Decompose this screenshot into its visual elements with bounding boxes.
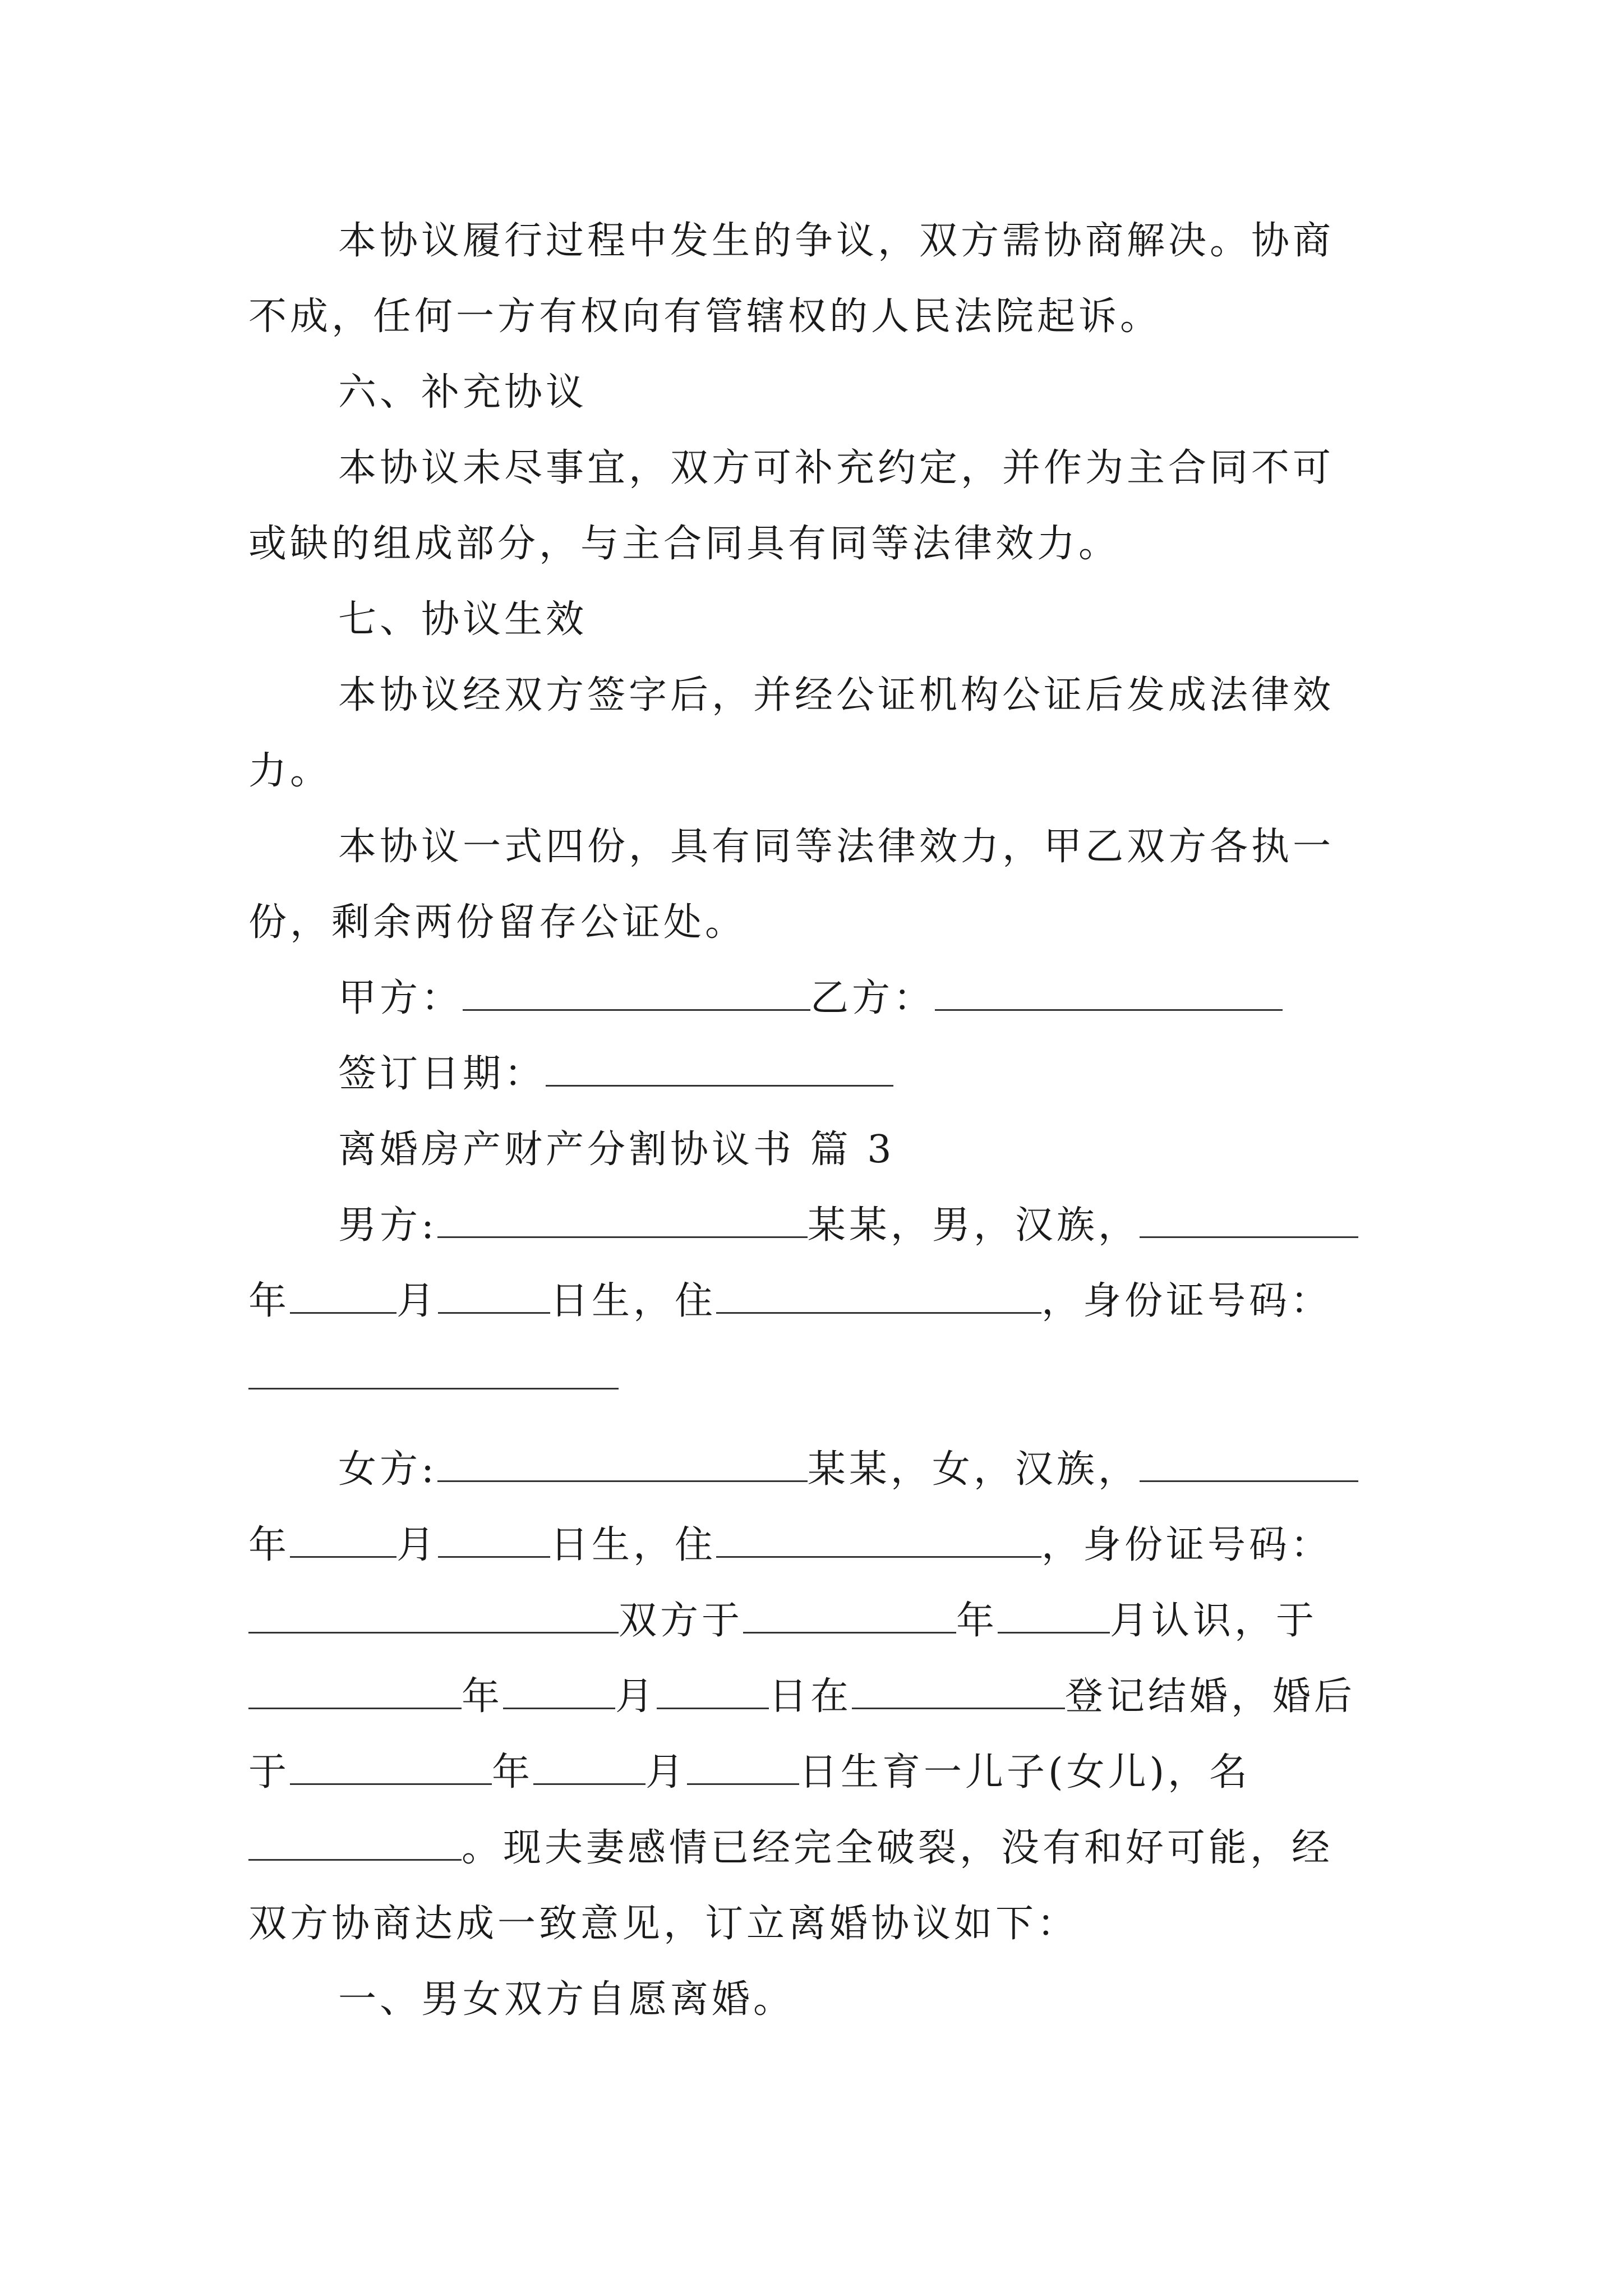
met-row <box>248 1596 1317 1646</box>
paragraph-effective-line2: 力。 <box>248 749 332 793</box>
paragraph-supplement-line1: 本协议未尽事宜，双方可补充约定，并作为主合同不可 <box>338 446 1335 490</box>
id-label: ，身份证号码： <box>1041 1523 1332 1567</box>
year-label: 年 <box>248 1279 291 1323</box>
male-birth-row <box>248 1276 1332 1327</box>
signature-row <box>338 973 1283 1024</box>
party-a-label: 甲方： <box>338 976 463 1020</box>
id-label: ，身份证号码： <box>1041 1279 1332 1323</box>
child-tail: 日生育一儿子(女儿)，名 <box>799 1750 1251 1795</box>
male-row <box>338 1200 1358 1251</box>
month-label: 月 <box>396 1523 439 1567</box>
reg-month-blank <box>503 1673 615 1709</box>
year-label: 年 <box>248 1523 291 1567</box>
child-day-blank <box>687 1749 799 1785</box>
female-birth-row <box>248 1520 1332 1571</box>
paragraph-copies-line1: 本协议一式四份，具有同等法律效力，甲乙双方各执一 <box>338 825 1335 869</box>
breakdown-row <box>248 1823 1333 1874</box>
born-label: 日生，住 <box>550 1279 717 1323</box>
male-desc: 某某，男，汉族， <box>807 1203 1140 1248</box>
reg-year-blank <box>248 1673 462 1709</box>
paragraph-supplement-line2: 或缺的组成部分，与主合同具有同等法律效力。 <box>248 522 1121 566</box>
child-row <box>248 1747 1251 1798</box>
child-month-blank <box>533 1749 645 1785</box>
agreement-row: 双方协商达成一致意见，订立离婚协议如下： <box>248 1902 1079 1946</box>
day-blank <box>438 1521 550 1558</box>
reg-year-label: 年 <box>462 1674 504 1719</box>
child-name-blank <box>248 1824 462 1861</box>
reg-day-blank <box>657 1673 769 1709</box>
met-prefix: 双方于 <box>619 1599 744 1643</box>
month-blank <box>290 1277 396 1314</box>
met-year-label: 年 <box>956 1599 998 1643</box>
heading-effective: 七、协议生效 <box>338 597 588 642</box>
met-month-label: 月认识，于 <box>1110 1599 1318 1643</box>
reg-place-blank <box>852 1673 1065 1709</box>
child-year-label: 年 <box>492 1750 534 1795</box>
female-desc: 某某，女，汉族， <box>807 1447 1140 1492</box>
born-label: 日生，住 <box>550 1523 717 1567</box>
paragraph-dispute-line1: 本协议履行过程中发生的争议，双方需协商解决。协商 <box>338 219 1335 263</box>
heading-supplement: 六、补充协议 <box>338 370 588 415</box>
child-year-blank <box>290 1749 492 1785</box>
child-prefix: 于 <box>248 1750 291 1795</box>
paragraph-copies-line2: 份，剩余两份留存公证处。 <box>248 900 747 945</box>
male-label: 男方: <box>338 1203 437 1248</box>
male-id-blank <box>248 1353 619 1389</box>
female-row <box>338 1444 1358 1495</box>
female-birth-year-blank <box>1140 1446 1358 1482</box>
met-month-blank <box>998 1597 1110 1634</box>
female-name-blank <box>437 1446 808 1482</box>
address-blank <box>716 1521 1041 1558</box>
met-year-blank <box>743 1597 956 1634</box>
paragraph-effective-line1: 本协议经双方签字后，并经公证机构公证后发成法律效 <box>338 673 1335 717</box>
paragraph-dispute-line2: 不成，任何一方有权向有管辖权的人民法院起诉。 <box>248 295 1162 339</box>
male-name-blank <box>437 1202 808 1238</box>
male-birth-year-blank <box>1140 1202 1358 1238</box>
male-id-row <box>248 1352 619 1402</box>
reg-tail: 登记结婚，婚后 <box>1065 1674 1356 1719</box>
breakdown-text: 。现夫妻感情已经完全破裂，没有和好可能，经 <box>462 1826 1334 1870</box>
child-month-label: 月 <box>645 1750 688 1795</box>
female-id-blank <box>248 1597 619 1634</box>
female-label: 女方: <box>338 1447 437 1492</box>
party-b-blank <box>935 974 1283 1011</box>
clause-1: 一、男女双方自愿离婚。 <box>338 1977 795 2022</box>
party-b-label: 乙方： <box>810 976 935 1020</box>
reg-month-label: 月 <box>615 1674 657 1719</box>
sign-date-label: 签订日期： <box>338 1052 546 1096</box>
register-row <box>248 1672 1355 1722</box>
party-a-blank <box>463 974 810 1011</box>
month-blank <box>290 1521 396 1558</box>
month-label: 月 <box>396 1279 439 1323</box>
reg-day-label: 日在 <box>769 1674 852 1719</box>
sign-date-row <box>338 1049 893 1099</box>
section-title: 离婚房产财产分割协议书 篇 3 <box>338 1128 895 1172</box>
sign-date-blank <box>546 1050 893 1087</box>
address-blank <box>716 1277 1041 1314</box>
day-blank <box>438 1277 550 1314</box>
